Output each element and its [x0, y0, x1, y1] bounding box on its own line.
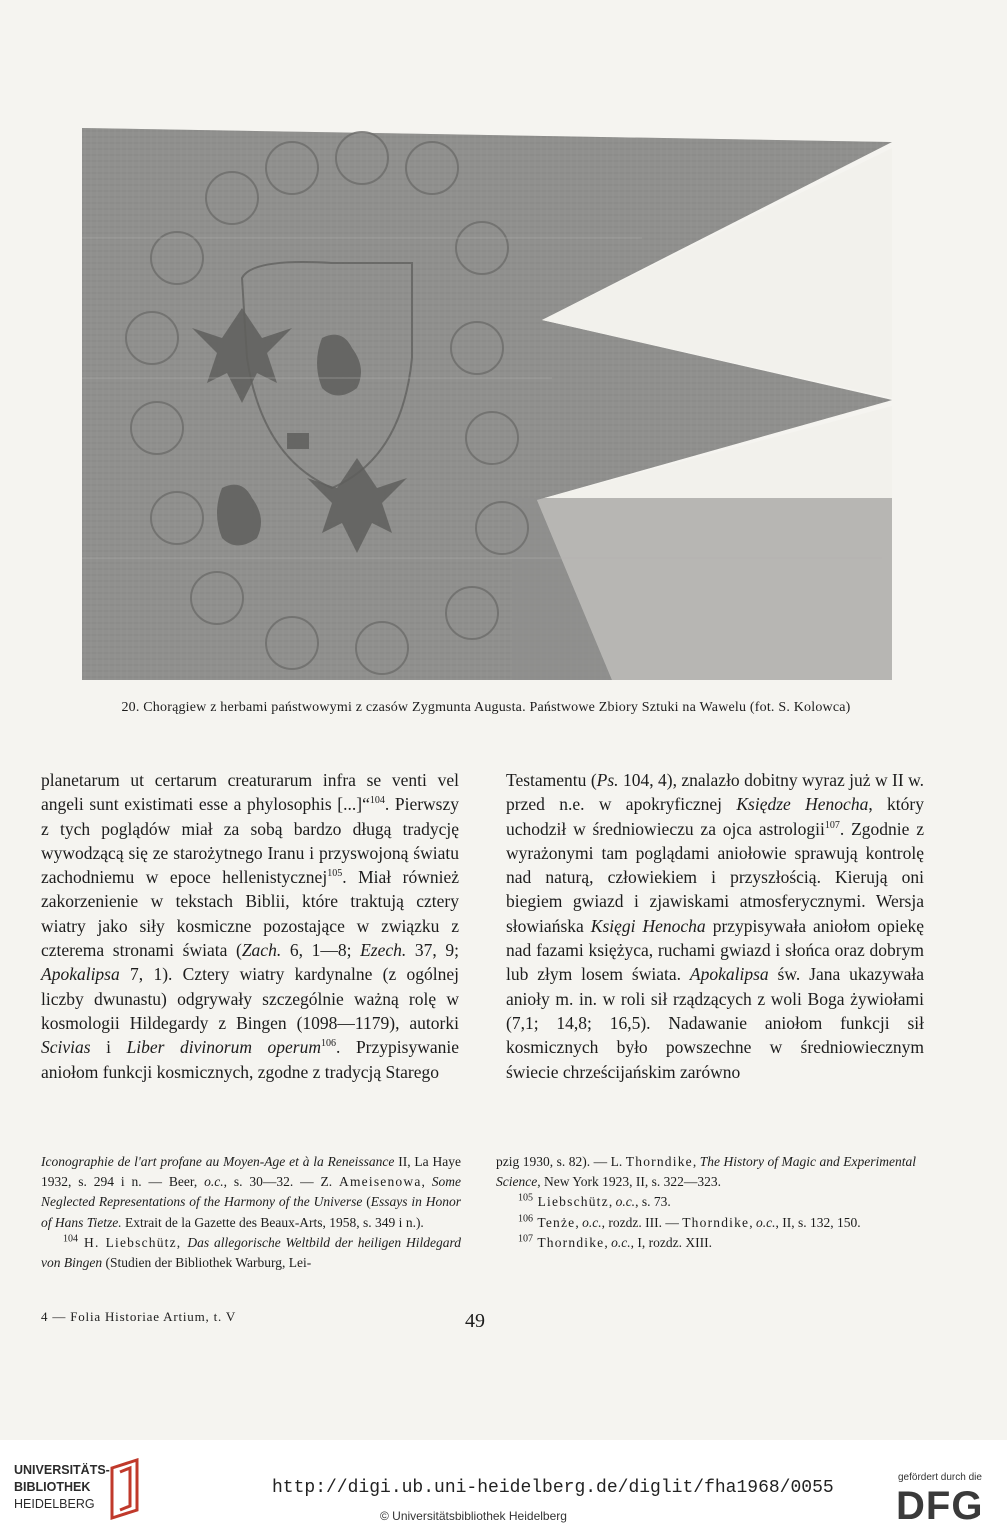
footnote-104: $^{104}$ H. Liebschütz, Das allegorische Weltbild der heiligen Hildegard von Bingen (Studien der Bibliothek Warburg, Lei-	[41, 1233, 461, 1271]
banner-illustration	[82, 128, 892, 680]
university-library-name[interactable]: UNIVERSITÄTS- BIBLIOTHEK HEIDELBERG	[14, 1463, 110, 1511]
paragraph: Testamentu (Ps. 104, 4), znalazło dobitny wyraz już w II w. przed n.e. w apokryficznej Księdze Henocha, który uchodził w średniowieczu za ojca astrologii$^{107}$. Zgodnie z wyrażonymi tam poglądami aniołowie sprawują kontrolę nad naturą, człowiekiem i przyszłością. Kierują oni biegiem gwiazd i zjawiskami atmosferycznymi. Wersja słowiańska Księgi Henocha przypisywała aniołom opiekę nad fazami księżyca, ruchami gwiazd i słońca oraz dobrym lub złym losem świata. Apokalipsa św. Jana ukazywała anioły m. in. w roli sił rządzących z woli Boga żywiołami (7,1; 14,8; 16,5). Nadawanie aniołom funkcji sił kosmicznych było powszechne w średniowiecznym świecie chrześcijańskim zarówno	[506, 770, 924, 1082]
figure-caption: 20. Chorągiew z herbami państwowymi z czasów Zygmunta Augusta. Państwowe Zbiory Sztuki na Wawelu (fot. S. Kolowca)	[121, 700, 851, 715]
footnote-continuation: pzig 1930, s. 82). — L. Thorndike, The History of Magic and Experimental Science, New York 1923, II, s. 322—323.	[496, 1154, 916, 1190]
footnote-106: $^{106}$ Tenże, o.c., rozdz. III. — Thorndike, o.c., II, s. 132, 150.	[518, 1213, 861, 1230]
paragraph: planetarum ut certarum creaturarum infra se venti vel angeli sunt existimati esse a phylosophis [...]“$^{104}$. Pierwszy z tych poglądów miał za sobą bardzo długą tradycję wywodzącą się ze starożytnego Iranu i przyswojoną światu zachodniemu w epoce hellenistycznej$^{105}$. Miał również zakorzenienie w tekstach Biblii, które traktują cztery wiatry jako siły kosmiczne pozostające w związku z czterema stronami świata (Zach. 6, 1—8; Ezech. 37, 9; Apokalipsa 7, 1). Cztery wiatry kardynalne (z ogólnej liczby dwunastu) odgrywały szczególnie ważną rolę w kosmologii Hildegardy z Bingen (1098—1179), autorki Scivias i Liber divinorum operum$^{106}$. Przypisywanie aniołom funkcji kosmicznych, zgodne z tradycją Starego	[41, 770, 460, 1082]
footnote-continuation: Iconographie de l'art profane au Moyen-Age et à la Reneissance II, La Haye 1932, s. 294 i n. — Beer, o.c., s. 30—32. — Z. Ameisenowa, Some Neglected Representations of the Harmony of the Universe (Essays in Honor of Hans Tietze. Extrait de la Gazette des Beaux-Arts, 1958, s. 349 i n.).	[41, 1154, 462, 1230]
footnote-ref[interactable]: 106	[321, 1038, 337, 1050]
banner-photograph	[82, 128, 892, 680]
footnote-ref[interactable]: 105	[327, 868, 343, 880]
footnotes-left	[41, 1152, 461, 1273]
footnote-105: $^{105}$ Liebschütz, o.c., s. 73.	[518, 1192, 671, 1210]
body-column-right	[506, 768, 924, 1084]
permalink-url[interactable]: http://digi.ub.uni-heidelberg.de/diglit/fha1968/0055	[272, 1478, 834, 1498]
printer-signature: 4 — Folia Historiae Artium, t. V	[41, 1309, 237, 1324]
footnotes-right	[496, 1152, 916, 1253]
funder-label: gefördert durch die	[898, 1472, 982, 1483]
footnote-ref[interactable]: 107	[824, 819, 840, 831]
copyright-notice: © Universitätsbibliothek Heidelberg	[380, 1509, 567, 1523]
body-column-left	[41, 768, 459, 1084]
dfg-logo[interactable]: DFG	[896, 1484, 984, 1528]
page-number: 49	[465, 1310, 485, 1332]
footnote-107: $^{107}$ Thorndike, o.c., I, rozdz. XIII.	[518, 1233, 712, 1250]
footnote-ref[interactable]: 104	[369, 795, 385, 807]
